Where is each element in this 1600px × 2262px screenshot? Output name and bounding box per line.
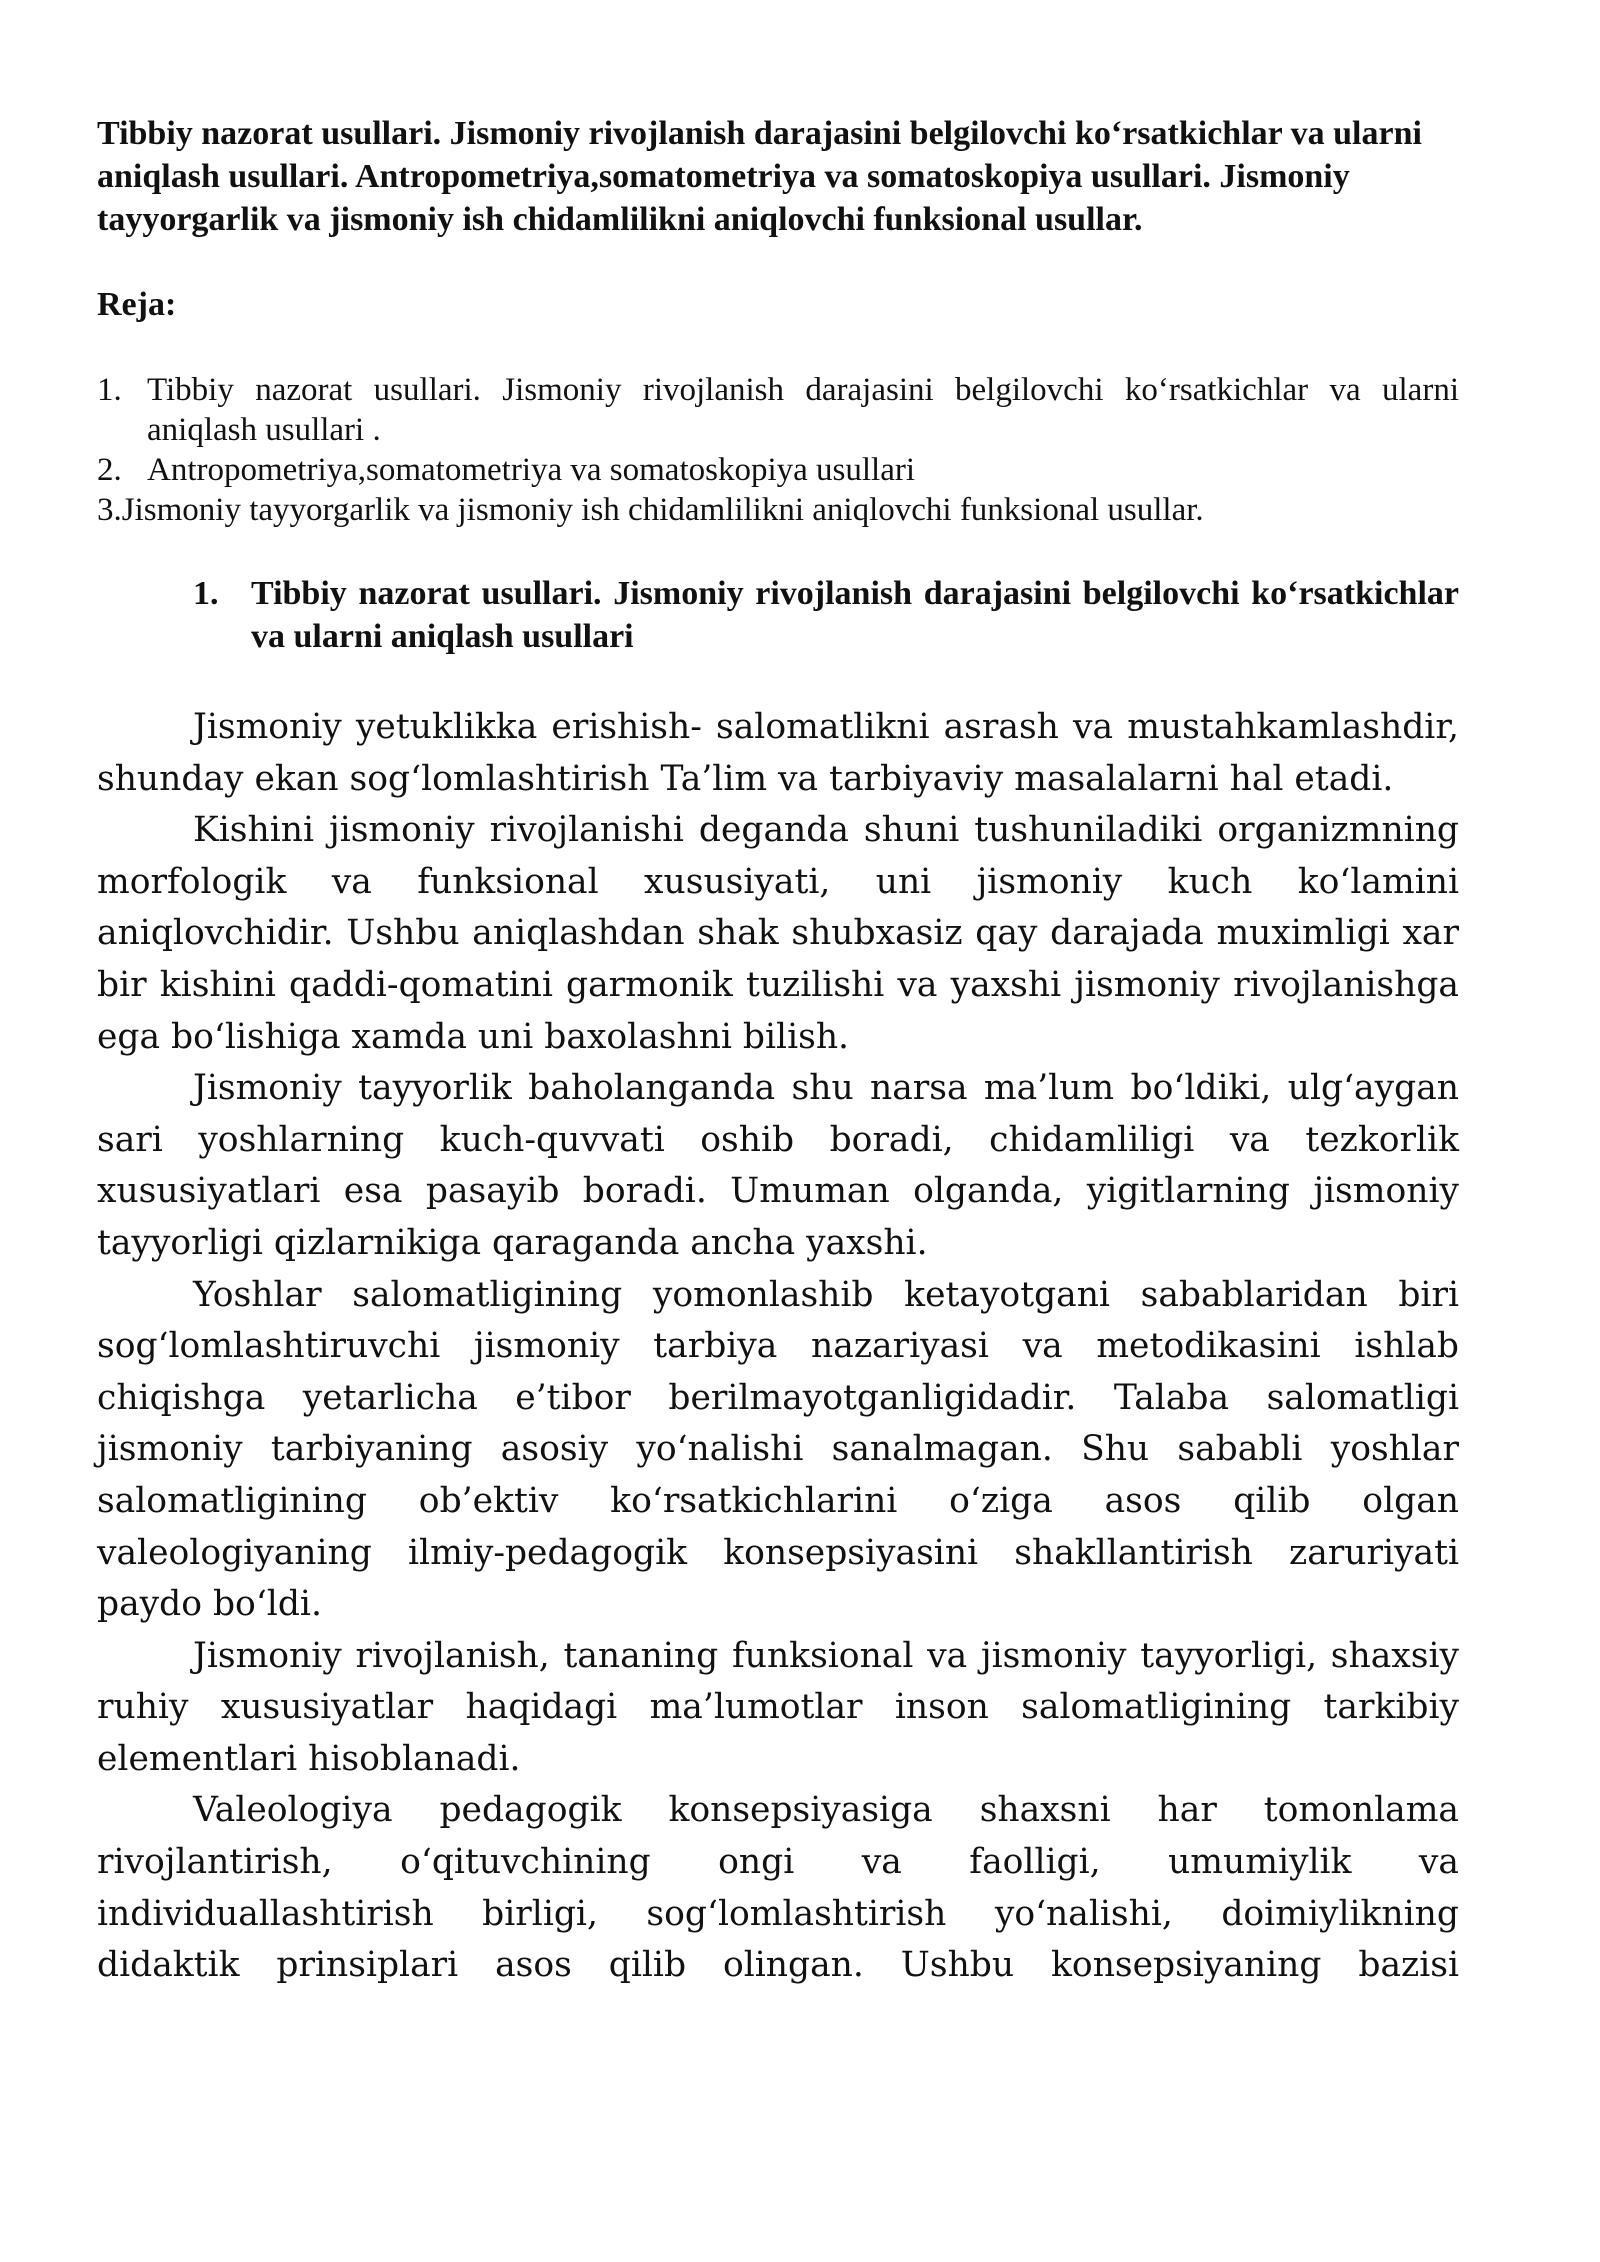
plan-item-text: Tibbiy nazorat usullari. Jismoniy rivojlanish darajasini belgilovchi ko‘rsatkichlar va ularni aniqlash usullari . (147, 372, 1459, 448)
plan-item-text: Antropometriya,somatometriya va somatoskopiya usullari (147, 452, 916, 488)
plan-item-1 (97, 370, 1459, 450)
section-heading-number: 1. (193, 575, 219, 612)
plan-item-number: 1. (97, 372, 122, 408)
paragraph: Jismoniy yetuklikka erishish- salomatlikni asrash va mustahkamlashdir, shunday ekan sog‘lomlashtirish Ta’lim va tarbiyaviy masalalarni hal etadi. (97, 707, 1459, 799)
section-heading (193, 572, 1459, 658)
body-text (97, 702, 1459, 1992)
plan-item-3 (97, 490, 1459, 530)
paragraph: Jismoniy rivojlanish, tananing funksional va jismoniy tayyorligi, shaxsiy ruhiy xususiyatlar haqidagi ma’lumotlar inson salomatligining tarkibiy elementlari hisoblanadi. (97, 1635, 1459, 1779)
section-heading-text: Tibbiy nazorat usullari. Jismoniy rivojlanish darajasini belgilovchi ko‘rsatkichlar va ularni aniqlash usullari (251, 575, 1459, 655)
plan-item-number: 2. (97, 452, 122, 488)
paragraph: Jismoniy tayyorlik baholanganda shu narsa ma’lum bo‘ldiki, ulg‘aygan sari yoshlarning kuch-quvvati oshib boradi, chidamliligi va tezkorlik xususiyatlari esa pasayib boradi. Umuman olganda, yigitlarning jismoniy tayyorligi qizlarnikiga qaraganda ancha yaxshi. (97, 1068, 1459, 1263)
paragraph: Yoshlar salomatligining yomonlashib ketayotgani sabablaridan biri sog‘lomlashtiruvchi jismoniy tarbiya nazariyasi va metodikasini ishlab chiqishga yetarlicha e’tibor berilmayotganligidadir. Talaba salomatligi jismoniy tarbiyaning asosiy yo‘nalishi sanalmagan. Shu sababli yoshlar salomatligining ob’ektiv ko‘rsatkichlarini o‘ziga asos qilib olgan valeologiyaning ilmiy-pedagogik konsepsiyasini shakllantirish zaruriyati paydo bo‘ldi. (97, 1274, 1459, 1625)
plan-list (97, 370, 1459, 530)
plan-item-number: 3. (97, 492, 122, 528)
plan-item-text: Jismoniy tayyorgarlik va jismoniy ish chidamlilikni aniqlovchi funksional usullar. (121, 492, 1204, 528)
document-title: Tibbiy nazorat usullari. Jismoniy rivojlanish darajasini belgilovchi ko‘rsatkichlar va ularni aniqlash usullari. Antropometriya,somatometriya va somatoskopiya usullari. Jismoniy tayyorgarlik va jismoniy ish chidamlilikni aniqlovchi funksional usullar. (97, 115, 1422, 238)
plan-label: Reja: (97, 286, 177, 323)
plan-item-2 (97, 450, 1459, 490)
document-page (97, 112, 1459, 1992)
paragraph: Valeologiya pedagogik konsepsiyasiga shaxsni har tomonlama rivojlantirish, o‘qituvchining ongi va faolligi, umumiylik va individuallashtirish birligi, sog‘lomlashtirish yo‘nalishi, doimiylikning didaktik prinsiplari asos qilib olingan. Ushbu konsepsiyaning bazisi (97, 1790, 1459, 1986)
paragraph: Kishini jismoniy rivojlanishi deganda shuni tushuniladiki organizmning morfologik va funksional xususiyati, uni jismoniy kuch ko‘lamini aniqlovchidir. Ushbu aniqlashdan shak shubxasiz qay darajada muximligi xar bir kishini qaddi-qomatini garmonik tuzilishi va yaxshi jismoniy rivojlanishga ega bo‘lishiga xamda uni baxolashni bilish. (97, 810, 1459, 1057)
